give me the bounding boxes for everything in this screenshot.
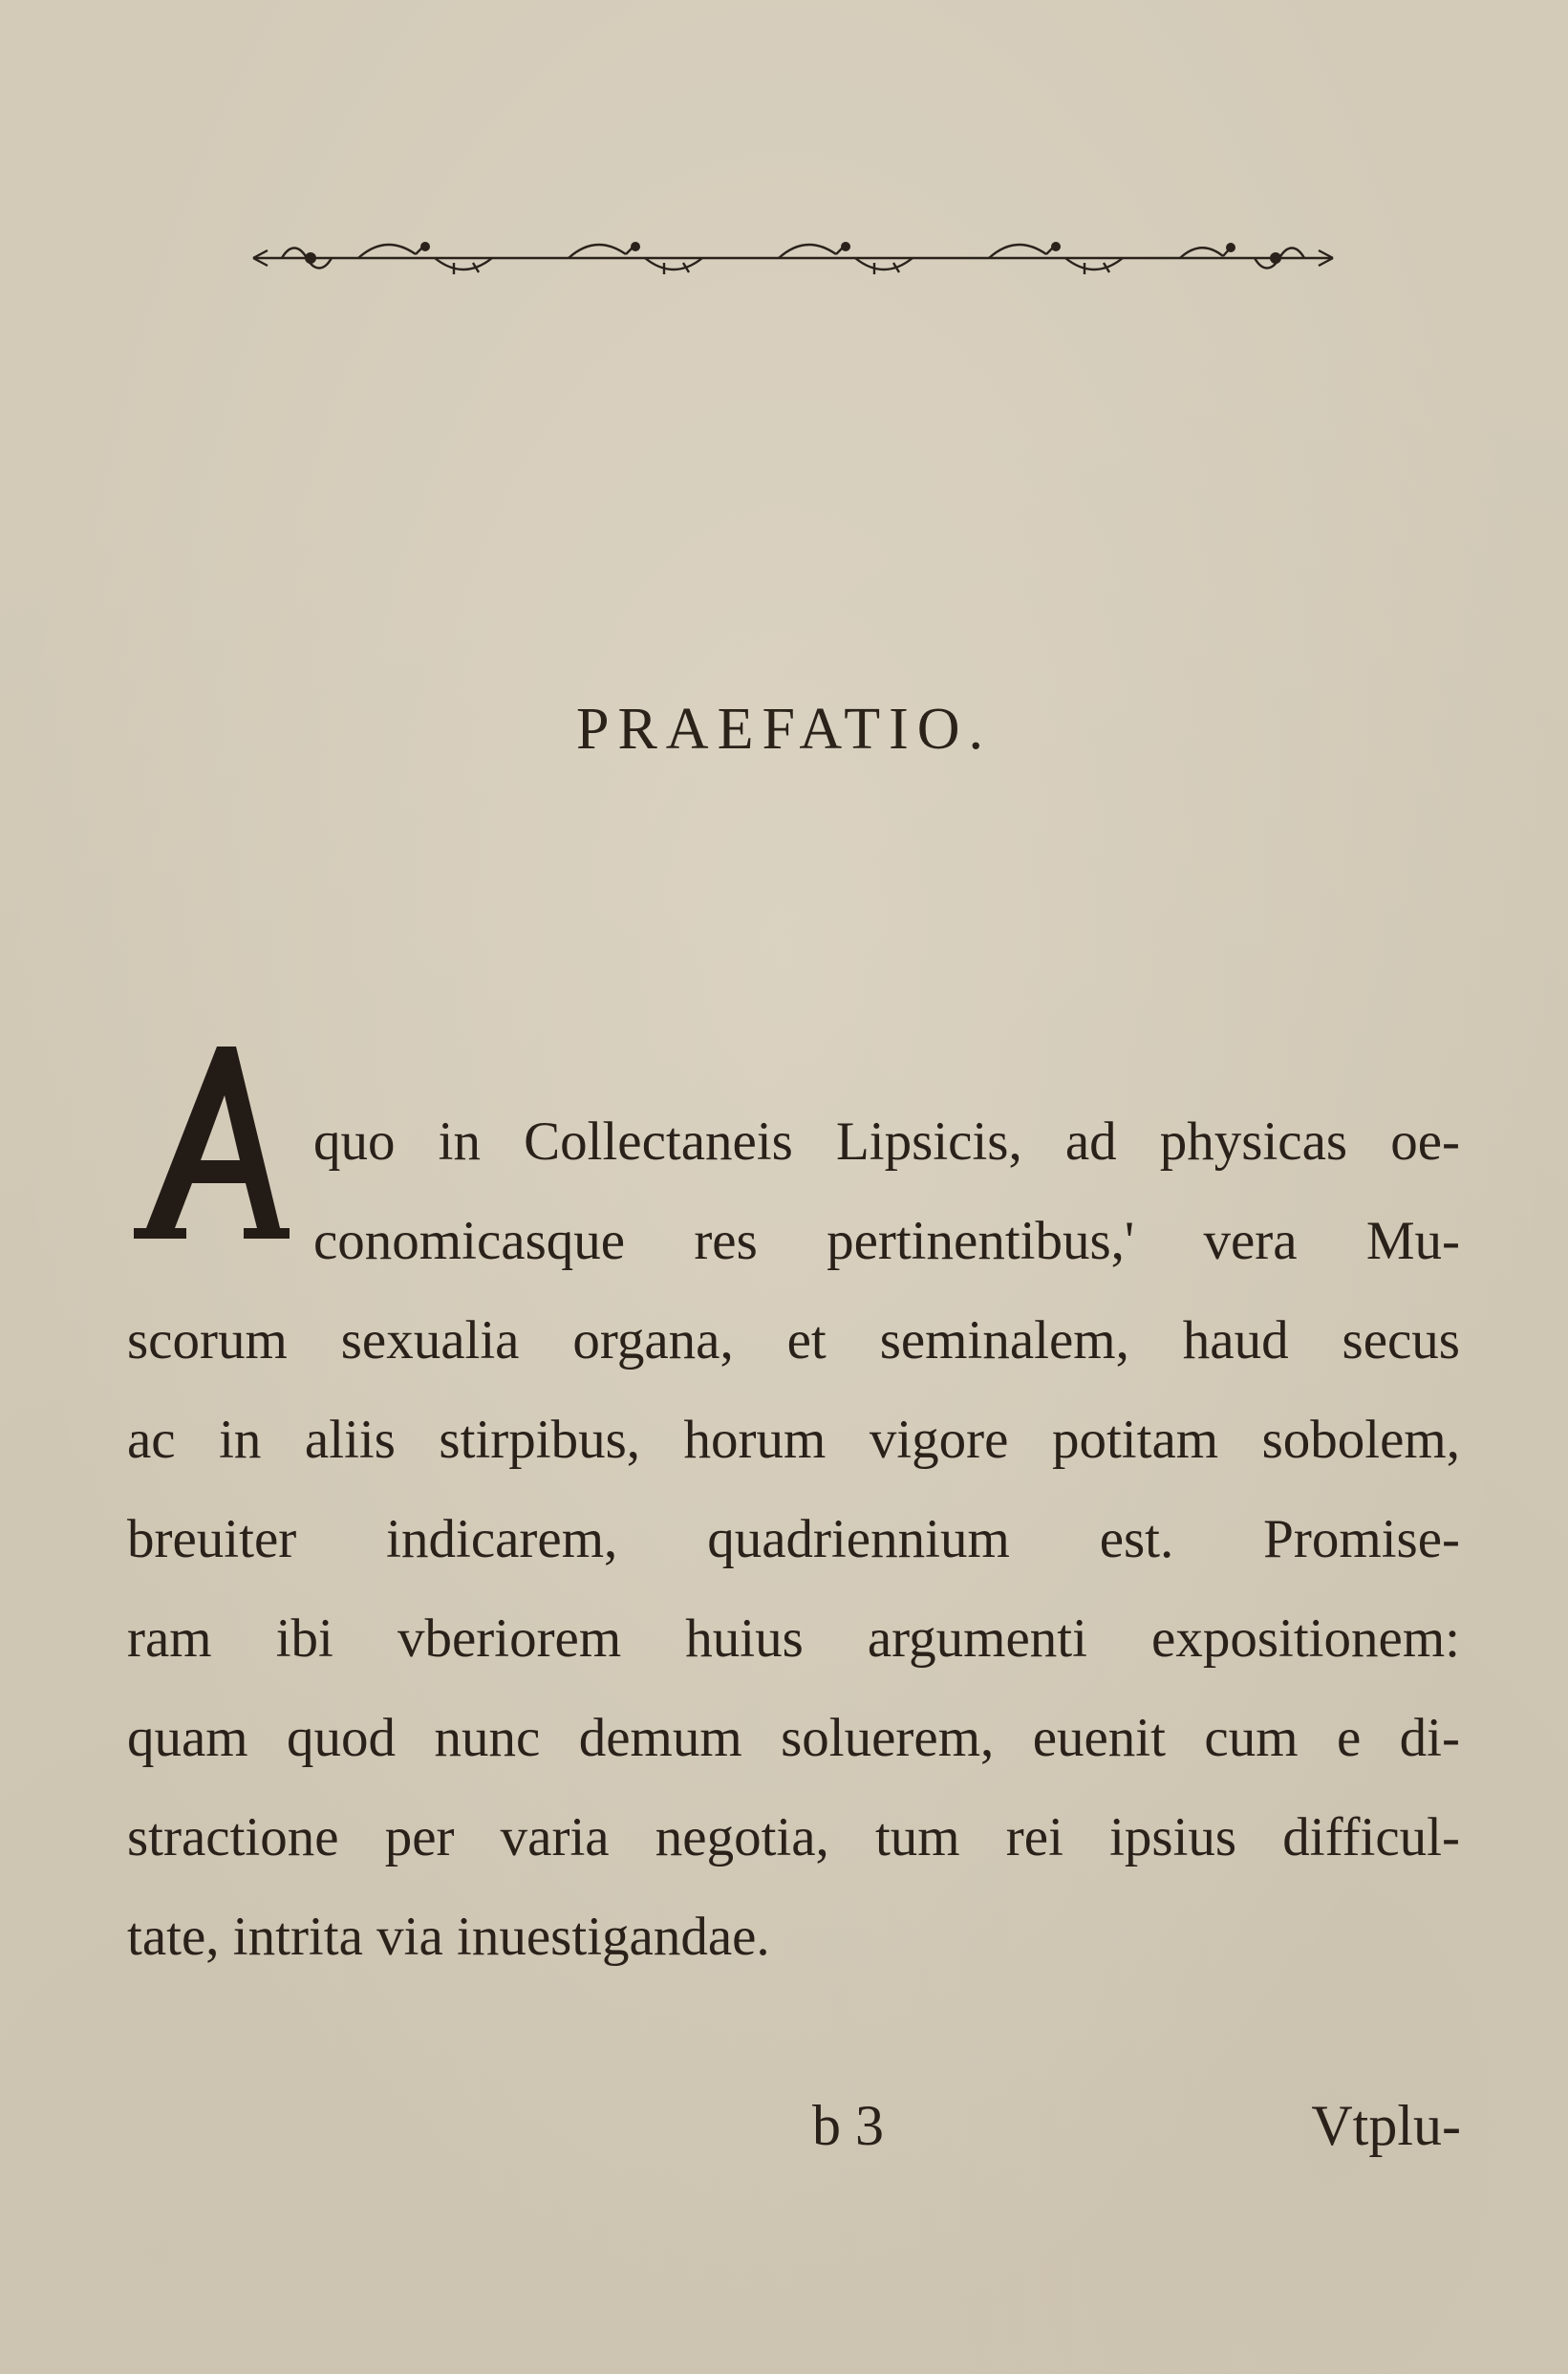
floral-vine-ornament-icon: [244, 234, 1342, 282]
body-line-5: breuiter indicarem, quadriennium est. Promise-: [127, 1509, 1460, 1569]
body-line-2: conomicasque res pertinentibus,' vera Mu-: [313, 1211, 1460, 1271]
catchword: Vtplu-: [1311, 2094, 1461, 2157]
drop-cap-letter: [129, 1042, 291, 1247]
body-line-1: quo in Collectaneis Lipsicis, ad physicas oe-: [313, 1111, 1460, 1172]
body-line-3: scorum sexualia organa, et seminalem, haud secus: [127, 1310, 1460, 1370]
body-line-8: stractione per varia negotia, tum rei ipsius difficul-: [127, 1807, 1460, 1867]
signature-mark: b 3: [812, 2094, 884, 2157]
page-title: PRAEFATIO.: [575, 697, 993, 762]
body-line-7: quam quod nunc demum soluerem, euenit cum e di-: [127, 1708, 1460, 1768]
body-line-6: ram ibi vberiorem huius argumenti expositionem:: [127, 1608, 1460, 1669]
body-line-4: ac in aliis stirpibus, horum vigore potitam sobolem,: [127, 1410, 1460, 1470]
body-line-9: tate, intrita via inuestigandae.: [127, 1907, 770, 1967]
